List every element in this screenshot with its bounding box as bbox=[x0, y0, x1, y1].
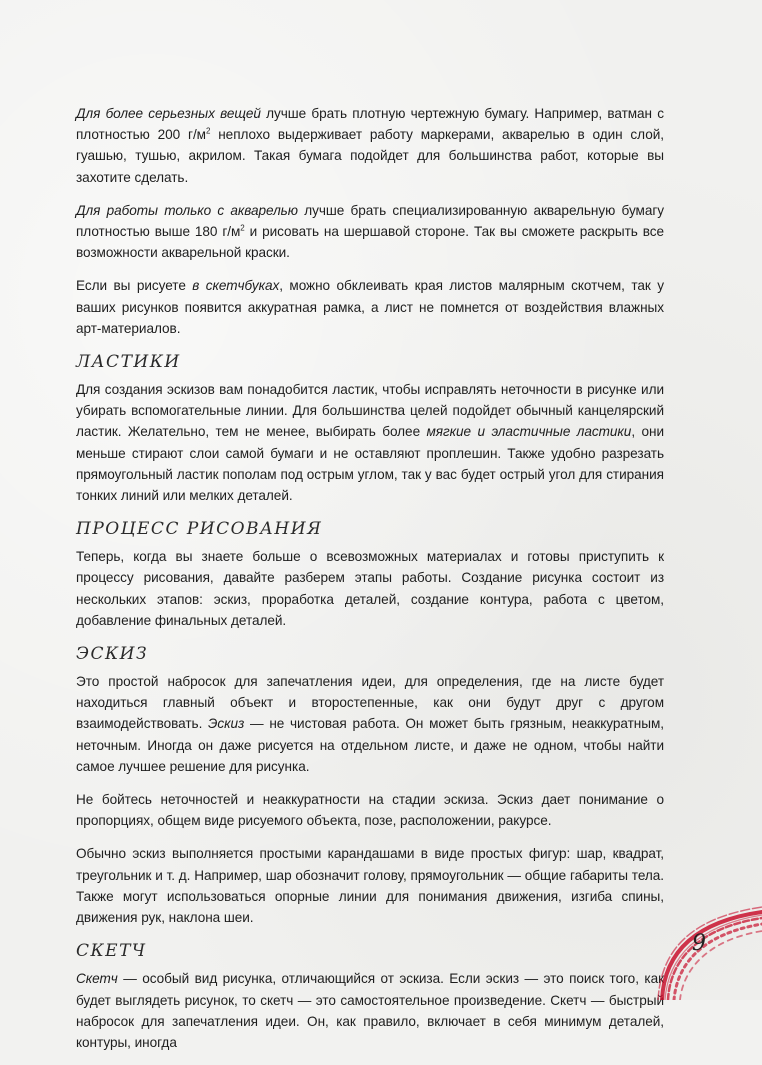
emphasis-text: Скетч bbox=[76, 971, 118, 987]
paragraph-watercolor-paper bbox=[76, 200, 664, 264]
paragraph-text: Для создания эскизов вам понадобится ластик, чтобы исправлять неточности в рисунке или убирать вспомогательные линии. Для большинства целей подойдет обычный канцелярский ластик. Желательно, тем не менее, выбирать более bbox=[76, 382, 664, 440]
paragraph-quick-sketch bbox=[76, 968, 664, 1053]
paragraph-sketchbook-tape bbox=[76, 275, 664, 339]
paragraph-sketch-inaccuracy: Не бойтесь неточностей и неаккуратности на стадии эскиза. Эскиз дает понимание о пропорциях, общем виде рисуемого объекта, позе, расположении, ракурсе. bbox=[76, 792, 664, 829]
emphasis-text: Для работы только с акварелью bbox=[76, 202, 298, 218]
paragraph-text: лучше брать специализированную акварельную бумагу плотностью выше 180 г/м bbox=[76, 202, 665, 240]
emphasis-text: в скетчбуках bbox=[192, 278, 280, 294]
paragraph-drawing-process: Теперь, когда вы знаете больше о всевозможных материалах и готовы приступить к процессу рисования, давайте разберем этапы работы. Создание рисунка состоит из нескольких этапов: эскиз, проработка деталей, создание контура, работа с цветом, добавление финальных деталей. bbox=[76, 549, 664, 628]
paragraph-text: — особый вид рисунка, отличающийся от эскиза. Если эскиз — это поиск того, как будет выглядеть рисунок, то скетч — это самостоятельное произведение. Скетч — быстрый набросок для запечатления идеи. Он, как правило, включает в себя минимум деталей, контуры, иногда bbox=[76, 971, 664, 1050]
paragraph-text: Если вы рисуете bbox=[76, 278, 193, 294]
heading-quick-sketch: СКЕТЧ bbox=[76, 941, 147, 962]
page-number: 9 bbox=[692, 931, 706, 956]
brush-stroke-icon bbox=[652, 860, 762, 1000]
paragraph-sketch-shapes: Обычно эскиз выполняется простыми карандашами в виде простых фигур: шар, квадрат, треугольник и т. д. Например, шар обозначит голову, прямоугольник — общие габариты тела. Также могут использоваться опорные линии для понимания движения, изгиба спины, движения рук, наклона шеи. bbox=[76, 846, 664, 926]
superscript: 2 bbox=[240, 223, 245, 233]
emphasis-text: Эскиз bbox=[208, 716, 245, 732]
paragraph-sketch-definition bbox=[76, 671, 664, 777]
paragraph-text: и рисовать на шершавой стороне. Так вы сможете раскрыть все возможности акварельной краски. bbox=[76, 224, 664, 261]
heading-erasers: ЛАСТИКИ bbox=[76, 352, 181, 373]
page-number-corner bbox=[652, 860, 762, 1000]
paragraph-text: , можно обклеивать края листов малярным скотчем, так у ваших рисунков появится аккуратная рамка, а лист не помнется от воздействия влажных арт-материалов. bbox=[76, 278, 664, 336]
paragraph-text: , они меньше стирают слои самой бумаги и не оставляют проплешин. Также удобно разрезать прямоугольный ластик пополам под острым углом, так у вас будет острый угол для стирания тонких линий или мелких деталей. bbox=[76, 424, 664, 504]
superscript: 2 bbox=[205, 126, 211, 136]
heading-drawing-process: ПРОЦЕСС РИСОВАНИЯ bbox=[76, 519, 323, 540]
heading-sketch: ЭСКИЗ bbox=[76, 644, 149, 665]
paragraph-text: Это простой набросок для запечатления идеи, для определения, где на листе будет находиться главный объект и второстепенные, как они будут друг с другом взаимодействовать. bbox=[76, 674, 664, 732]
paragraph-erasers bbox=[76, 379, 664, 506]
paragraph-text: — не чистовая работа. Он может быть грязным, неаккуратным, неточным. Иногда он даже рисуется на отдельном листе, и даже не одном, чтобы найти самое лучшее решение для рисунка. bbox=[76, 716, 664, 774]
emphasis-text: мягкие и эластичные ластики bbox=[426, 424, 632, 440]
paragraph-text: лучше брать плотную чертежную бумагу. Например, ватман с плотностью 200 г/м bbox=[76, 106, 664, 143]
page-content bbox=[76, 103, 664, 1065]
paragraph-text: неплохо выдерживает работу маркерами, акварелью в один слой, гуашью, тушью, акрилом. Такая бумага подойдет для большинства работ, которые вы захотите сделать. bbox=[76, 127, 664, 185]
paragraph-serious-work-paper bbox=[76, 103, 664, 188]
emphasis-text: Для более серьезных вещей bbox=[76, 106, 261, 121]
